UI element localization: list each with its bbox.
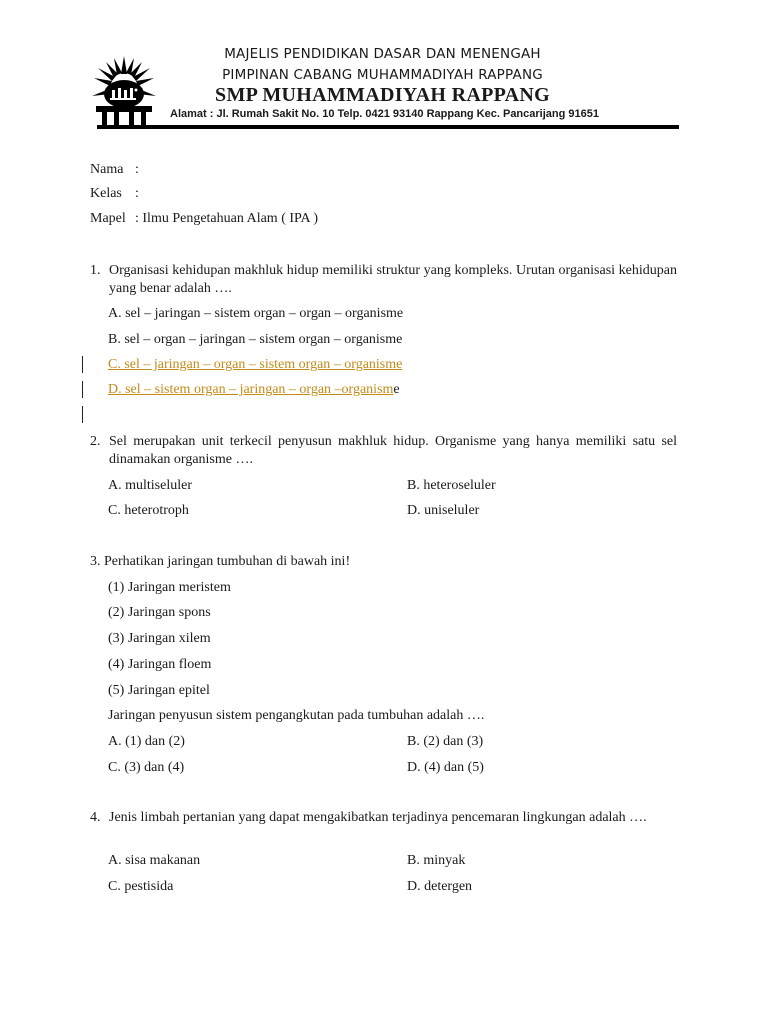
change-bar: [82, 381, 83, 398]
q3-option-c: C. (3) dan (4): [108, 760, 185, 775]
q1-option-d-tracked: D. sel – sistem organ – jaringan – organ –organism: [108, 382, 394, 397]
q4-option-c: C. pestisida: [108, 879, 174, 894]
change-bar: [82, 406, 83, 423]
q3-stem: Perhatikan jaringan tumbuhan di bawah ini!: [104, 554, 351, 569]
change-bar: [82, 356, 83, 373]
class-line: [90, 186, 139, 202]
q1-option-d: [108, 381, 400, 399]
subject-label: Mapel: [90, 211, 126, 226]
q1-option-a: A. sel – jaringan – sistem organ – organ – organisme: [108, 306, 404, 321]
name-line: [90, 162, 139, 178]
subject-value: : Ilmu Pengetahuan Alam ( IPA ): [135, 211, 319, 226]
name-separator: :: [135, 162, 139, 177]
q1-stem: Organisasi kehidupan makhluk hidup memiliki struktur yang kompleks. Urutan organisasi kehidupan yang benar adalah ….: [109, 263, 677, 296]
q4-option-b: B. minyak: [407, 853, 466, 868]
q3-option-a: A. (1) dan (2): [108, 734, 185, 749]
q3-option-b: B. (2) dan (3): [407, 734, 484, 749]
q3-item-2: (2) Jaringan spons: [108, 605, 211, 620]
q1-option-d-tail: e: [393, 382, 400, 397]
q4-option-d: D. detergen: [407, 879, 473, 894]
q2-option-a: A. multiseluler: [108, 478, 192, 493]
school-address: Alamat : Jl. Rumah Sakit No. 10 Telp. 0421 93140 Rappang Kec. Pancarijang 91651: [170, 108, 599, 120]
q3-option-d: D. (4) dan (5): [407, 760, 484, 775]
name-label: Nama: [90, 162, 124, 177]
q4-option-a: A. sisa makanan: [108, 853, 201, 868]
muhammadiyah-sun-logo-icon: [90, 54, 158, 128]
q3-item-3: (3) Jaringan xilem: [108, 631, 211, 646]
q3-question: Jaringan penyusun sistem pengangkutan pada tumbuhan adalah ….: [108, 708, 485, 723]
class-separator: :: [135, 186, 139, 201]
q3-number: 3.: [90, 554, 101, 569]
q1-option-c: C. sel – jaringan – organ – sistem organ – organisme: [108, 357, 403, 372]
q3-item-5: (5) Jaringan epitel: [108, 683, 210, 698]
q2-stem: Sel merupakan unit terkecil penyusun makhluk hidup. Organisme yang hanya memiliki satu sel dinamakan organisme ….: [109, 434, 677, 467]
letterhead-rule: [97, 125, 679, 129]
subject-line: [90, 211, 318, 227]
class-label: Kelas: [90, 186, 122, 201]
q3-item-4: (4) Jaringan floem: [108, 657, 212, 672]
school-name: SMP MUHAMMADIYAH RAPPANG: [215, 84, 550, 106]
q4-number: 4.: [90, 810, 101, 825]
organization-line-1: MAJELIS PENDIDIKAN DASAR DAN MENENGAH: [224, 46, 541, 62]
q3-item-1: (1) Jaringan meristem: [108, 580, 231, 595]
q2-option-d: D. uniseluler: [407, 503, 480, 518]
q1-option-b: B. sel – organ – jaringan – sistem organ – organisme: [108, 332, 403, 347]
q4-stem: Jenis limbah pertanian yang dapat mengakibatkan terjadinya pencemaran lingkungan adalah ….: [109, 810, 647, 825]
organization-line-2: PIMPINAN CABANG MUHAMMADIYAH RAPPANG: [222, 67, 543, 83]
q2-option-c: C. heterotroph: [108, 503, 189, 518]
q2-option-b: B. heteroseluler: [407, 478, 496, 493]
q2-number: 2.: [90, 434, 101, 449]
q1-number: 1.: [90, 263, 101, 278]
